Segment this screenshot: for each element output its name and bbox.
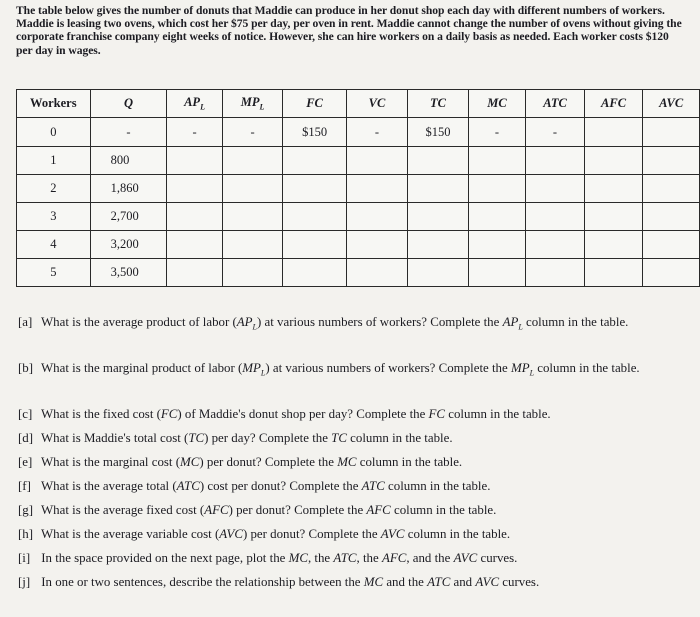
question-label: [b] xyxy=(18,361,34,375)
table-cell xyxy=(643,175,700,203)
question-item xyxy=(18,479,693,494)
table-row xyxy=(17,175,700,203)
question-item xyxy=(18,407,693,422)
header-vc: VC xyxy=(346,90,407,118)
table-row xyxy=(17,147,700,175)
table-cell xyxy=(526,231,585,259)
header-mc: MC xyxy=(468,90,526,118)
table-cell: 2,700 xyxy=(90,203,167,231)
table-cell xyxy=(584,231,643,259)
table-cell xyxy=(346,175,407,203)
table-cell: 5 xyxy=(17,259,91,287)
table-cell xyxy=(468,147,526,175)
intro-paragraph: The table below gives the number of donuts that Maddie can produce in her donut shop each day with different numbers of workers. Maddie is leasing two ovens, which cost her $75 per day, per oven in rent. Maddie cannot change the number of ovens without giving the corporate franchise company eight weeks of notice. However, she can hire workers on a daily basis as needed. Each worker costs $120 per day in wages. xyxy=(16,4,682,57)
table-cell xyxy=(222,259,283,287)
table-cell: 3 xyxy=(17,203,91,231)
table-cell: - xyxy=(526,118,585,147)
table-cell xyxy=(584,175,643,203)
table-cell xyxy=(346,147,407,175)
table-cell xyxy=(222,231,283,259)
table-row xyxy=(17,231,700,259)
table-cell: 1 xyxy=(17,147,91,175)
table-cell: 3,200 xyxy=(90,231,167,259)
table-cell xyxy=(222,203,283,231)
question-text: In one or two sentences, describe the relationship between the MC and the ATC and AVC curves. xyxy=(41,575,540,589)
table-cell xyxy=(408,203,469,231)
header-atc: ATC xyxy=(526,90,585,118)
table-cell xyxy=(584,118,643,147)
question-label: [g] xyxy=(18,503,34,517)
header-apl: $AP_L$ xyxy=(167,90,223,118)
table-cell xyxy=(283,175,346,203)
header-mpl: $MP_L$ xyxy=(222,90,283,118)
question-text: What is the fixed cost (FC) of Maddie's donut shop per day? Complete the FC column in the table. xyxy=(41,407,551,421)
table-cell xyxy=(408,147,469,175)
question-label: [j] xyxy=(18,575,31,589)
question-item xyxy=(18,503,693,518)
question-item xyxy=(18,551,693,566)
table-cell: - xyxy=(222,118,283,147)
question-text: What is the average fixed cost (AFC) per donut? Complete the AFC column in the table. xyxy=(41,503,497,517)
table-cell xyxy=(643,203,700,231)
table-cell: - xyxy=(468,118,526,147)
table-cell: 800 xyxy=(90,147,167,175)
table-cell xyxy=(643,147,700,175)
question-label: [e] xyxy=(18,455,33,469)
table-cell xyxy=(468,259,526,287)
table-row xyxy=(17,259,700,287)
table-cell xyxy=(584,259,643,287)
table-cell xyxy=(167,259,223,287)
header-avc: AVC xyxy=(643,90,700,118)
table-cell: $150 xyxy=(283,118,346,147)
table-cell: - xyxy=(90,118,167,147)
table-row xyxy=(17,203,700,231)
question-label: [i] xyxy=(18,551,31,565)
table-cell xyxy=(408,175,469,203)
table-cell xyxy=(167,147,223,175)
table-cell xyxy=(526,203,585,231)
question-text: What is the marginal cost (MC) per donut? Complete the MC column in the table. xyxy=(41,455,463,469)
cost-table xyxy=(16,89,700,287)
table-cell xyxy=(283,203,346,231)
question-text: What is the average product of labor $(AP_L)$ at various numbers of workers? Complete the $AP_L$ column in the table. xyxy=(41,315,629,332)
table-row xyxy=(17,118,700,147)
header-q: Q xyxy=(90,90,167,118)
table-cell: 1,860 xyxy=(90,175,167,203)
table-cell xyxy=(346,259,407,287)
table-cell: 3,500 xyxy=(90,259,167,287)
table-cell xyxy=(283,231,346,259)
question-label: [f] xyxy=(18,479,31,493)
question-label: [d] xyxy=(18,431,34,445)
table-cell xyxy=(468,203,526,231)
question-text: In the space provided on the next page, plot the MC, the ATC, the AFC, and the AVC curves. xyxy=(41,551,518,565)
question-item xyxy=(18,527,693,542)
table-cell: - xyxy=(167,118,223,147)
table-cell xyxy=(222,147,283,175)
question-item xyxy=(18,431,693,446)
question-label: [h] xyxy=(18,527,34,541)
table-cell xyxy=(584,203,643,231)
question-item xyxy=(18,455,693,470)
table-cell xyxy=(643,118,700,147)
question-item xyxy=(18,361,693,381)
table-cell xyxy=(584,147,643,175)
table-cell xyxy=(346,203,407,231)
table-cell: 2 xyxy=(17,175,91,203)
table-cell xyxy=(526,147,585,175)
table-cell xyxy=(468,175,526,203)
table-cell: 0 xyxy=(17,118,91,147)
table-cell xyxy=(167,231,223,259)
table-cell xyxy=(526,259,585,287)
problem-intro xyxy=(16,4,686,57)
header-tc: TC xyxy=(408,90,469,118)
table-cell: 4 xyxy=(17,231,91,259)
question-label: [c] xyxy=(18,407,33,421)
header-afc: AFC xyxy=(584,90,643,118)
table-cell xyxy=(283,259,346,287)
question-item xyxy=(18,575,693,590)
table-cell: $150 xyxy=(408,118,469,147)
table-cell xyxy=(222,175,283,203)
table-cell xyxy=(346,231,407,259)
question-label: [a] xyxy=(18,315,33,329)
table-cell xyxy=(468,231,526,259)
table-cell xyxy=(283,147,346,175)
table-cell: - xyxy=(346,118,407,147)
header-fc: FC xyxy=(283,90,346,118)
question-text: What is the average total (ATC) cost per donut? Complete the ATC column in the table. xyxy=(41,479,491,493)
question-text: What is the average variable cost (AVC) per donut? Complete the AVC column in the table. xyxy=(41,527,511,541)
table-cell xyxy=(408,259,469,287)
table-cell xyxy=(167,175,223,203)
table-cell xyxy=(408,231,469,259)
question-item xyxy=(18,315,693,335)
question-text: What is Maddie's total cost (TC) per day? Complete the TC column in the table. xyxy=(41,431,453,445)
table-cell xyxy=(643,259,700,287)
header-workers: Workers xyxy=(17,90,91,118)
table-cell xyxy=(167,203,223,231)
table-cell xyxy=(643,231,700,259)
table-header-row xyxy=(17,90,700,118)
table-cell xyxy=(526,175,585,203)
question-text: What is the marginal product of labor $(MP_L)$ at various numbers of workers? Complete the $MP_L$ column in the table. xyxy=(41,361,640,378)
